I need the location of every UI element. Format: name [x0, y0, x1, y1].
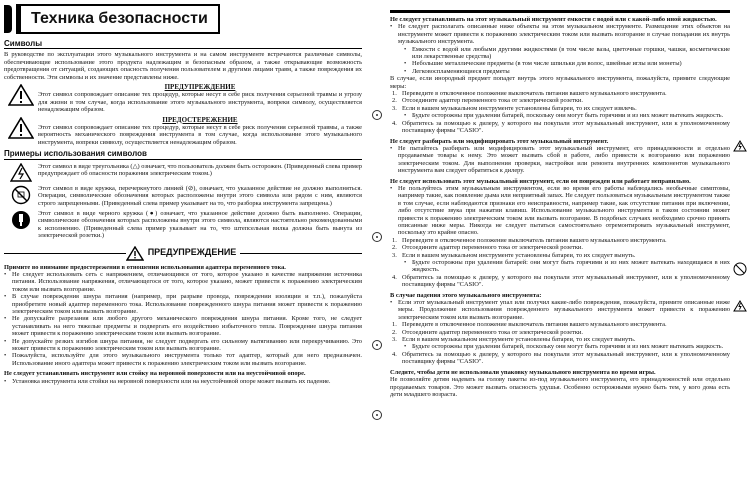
caution-label: ПРЕДОСТЕРЕЖЕНИЕ [162, 115, 238, 124]
list-item: • Небольшие металлические предметы (в том числе шпильки для волос, швейные иглы или монеты) [404, 60, 730, 67]
list-item: • Не пользуйтесь этим музыкальным инструментом, если во время его работы наблюдались необычные симптомы, например такие, как появление дыма или неприятный запах. Не следует пользоваться музыкальным инструментом также в том случае, если наблюдаются признаки его неисправности, например такие, как отсутствие питания при включении, либо отсутствие звука при нажатии клавиш. Использование музыкального инструмента в таком состоянии может привести к поражению электрическим током или вызвать возгорание. В подобных случаях необходимо срочно принять описанные ниже меры. Никогда не следует пытаться самостоятельно отремонтировать музыкальный инструмент, поскольку это крайне опасно. [390, 185, 730, 237]
list-item: 4. Обратитесь за помощью к дилеру, у которого вы покупали этот музыкальный инструмент, или к уполномоченному поставщику фирмы "CASIO". [390, 351, 730, 366]
example-triangle-text: Этот символ в виде треугольника (△) означает, что пользователь должен быть осторожен. (Приведенный слева пример предупреждает об опасности поражения электрическим током.) [38, 162, 362, 178]
list-item: 2. Отсоедините адаптер переменного тока от электрической розетки. [390, 244, 730, 251]
bags-heading: Следите, чтобы дети не использовали упаковку музыкального инструмента во время игры. [390, 368, 656, 376]
stand-list [4, 378, 362, 385]
list-item: 1. Переведите в отключенное положение выключатель питания вашего музыкального инструмента. [390, 237, 730, 244]
dropped-note [390, 343, 730, 350]
right-column [390, 10, 730, 398]
banner-warning-icon [126, 246, 144, 261]
warning-dot-icon [372, 110, 382, 120]
page-title: Техника безопасности [31, 10, 208, 28]
malfunction-list [390, 185, 730, 237]
examples-heading: Примеры использования символов [4, 150, 362, 159]
water-after: В случае, если инородный предмет попадет внутрь этого музыкального инструмента, пожалуйста, примите следующие меры: [390, 75, 730, 90]
adapter-list [4, 271, 362, 367]
no-disassembly-icon [4, 185, 38, 207]
example-dot-text: Этот символ в виде черного кружка (●) означает, что указанное действие должно быть выполнено. Операции, символические обозначения которых расположены внутри этого символа, являются настоятельно рекомендованными к исполнению. (Приведенный слева пример указывает на то, что штепсельная вилка должна быть вынута из электрической розетки.) [38, 209, 362, 240]
warning-dot-icon [372, 410, 382, 420]
symbols-intro: В руководстве по эксплуатации этого музыкального инструмента и на самом инструменте встречаются различные символы, обеспечивающие использование этого продукта надлежащим и безопасным образом, а также открывающие возможность предотвращения от ситуаций, создающих опасность получения пользователем и другими лицами травм, а также повреждения их собственности. Эти символы и их значение представлены ниже. [4, 51, 362, 81]
title-tab-marker [4, 5, 12, 33]
warning-dot-icon [372, 340, 382, 350]
list-item: • Будьте осторожны при удалении батарей: они могут быть горячими и из них может вытекать находящаяся в них жидкость. [404, 259, 730, 274]
malfunction-note [390, 259, 730, 274]
list-item: 1. Переведите в отключенное положение выключатель питания вашего музыкального инструмента. [390, 321, 730, 328]
list-item: 2. Отсоедините адаптер переменного тока от электрической розетки. [390, 97, 730, 104]
bags-text: Не позволяйте детям надевать на голову пакеты из-под музыкального инструмента, его принадлежностей или отдельно продаваемых товаров. Это может вызвать опасность удушья. Особенно осторожными нужно быть тем, у кого дома есть дети младшего возраста. [390, 376, 730, 398]
list-item: 4. Обратитесь за помощью к дилеру, у которого вы покупали этот музыкальный инструмент, или к уполномоченному поставщику фирмы "CASIO". [390, 274, 730, 289]
side-markers [372, 0, 384, 501]
example-triangle [4, 163, 362, 182]
top-rule [390, 10, 730, 14]
water-steps-4 [390, 120, 730, 135]
caution-definition [4, 117, 362, 147]
warning-label: ПРЕДУПРЕЖДЕНИЕ [164, 83, 236, 92]
list-item: • Емкости с водой или любыми другими жидкостями (в том числе вазы, цветочные горшки, чашки, косметические или лекарственные средства) [404, 46, 730, 61]
disassemble-list [390, 145, 730, 175]
list-item: • Не допускайте резких изгибов шнура питания, не следует подвергать его сильному вытягиванию или перекручиванию. Это может привести к поражению электрическим током или вызвать возгорание. [4, 338, 362, 353]
left-column [4, 40, 362, 385]
disassemble-heading: Не следует разбирать или модифицировать этот музыкальный инструмент. [390, 137, 609, 145]
water-note [390, 112, 730, 119]
warning-text: Этот символ сопровождает описание тех процедур, которые несут в себе риск получения серьезной травмы и угрозу для жизни в том случае, когда использование этого музыкального инструмента, вопреки символу, осуществляется ненадлежащим образом. [38, 91, 362, 114]
dropped-steps [390, 321, 730, 343]
caution-triangle-icon [4, 117, 38, 147]
list-item: 2. Отсоедините адаптер переменного тока от электрической розетки. [390, 329, 730, 336]
water-list [390, 23, 730, 45]
list-item: • Будьте осторожны при удалении батарей, поскольку они могут быть горячими и из них может вытекать жидкость. [404, 343, 730, 350]
list-item: • Пожалуйста, используйте для этого музыкального инструмента только тот адаптер, который для него предназначен. Использование иного адаптера может привести к поражению электрическим током или вызвать возгорание. [4, 352, 362, 367]
warning-banner-label: ПРЕДУПРЕЖДЕНИЕ [147, 247, 237, 258]
water-subitems [390, 46, 730, 76]
list-item: 4. Обратитесь за помощью к дилеру, у которого вы покупали этот музыкальный инструмент, или к уполномоченному поставщику фирмы "CASIO". [390, 120, 730, 135]
dropped-list [390, 299, 730, 321]
example-dot [4, 210, 362, 240]
list-item: • Не следует использовать сеть с напряжением, отличающимся от того, которое указано в качестве напряжения источника питания. Использование напряжения, отличающегося от того, которое указано, может привести к поражению электрическим током или вызвать возгорание. [4, 271, 362, 293]
list-item: • Легковоспламеняющиеся предметы [404, 68, 730, 75]
malfunction-steps-4 [390, 274, 730, 289]
electric-shock-triangle-icon [733, 300, 747, 314]
title-box [16, 4, 220, 34]
example-circle [4, 185, 362, 207]
no-disassembly-icon [733, 262, 747, 278]
list-item: • Не следует располагать описанные ниже объекты на этом музыкальном инструменте. Размещение этих объектов на инструменте может привести к поражению электрическим током или вызвать возгорание в случае попадания их внутрь музыкального инструмента. [390, 23, 730, 45]
electric-shock-triangle-icon [733, 140, 747, 154]
list-item: • Установка инструмента или стойки на неровной поверхности или на неустойчивой опоре может вызвать их падение. [4, 378, 362, 385]
warning-dot-icon [372, 232, 382, 242]
warning-definition [4, 84, 362, 114]
list-item: 3. Если в вашем музыкальном инструменте установлены батареи, то их следует вынуть. [390, 336, 730, 343]
dropped-steps-4 [390, 351, 730, 366]
list-item: 3. Если в вашем музыкальном инструменте установлены батареи, то их следует извлечь. [390, 105, 730, 112]
warning-banner [4, 246, 362, 261]
malfunction-steps [390, 237, 730, 259]
title-bar [4, 4, 359, 34]
water-steps [390, 90, 730, 112]
list-item: 3. Если в вашем музыкальном инструменте установлены батареи, то их следует вынуть. [390, 252, 730, 259]
unplug-icon [4, 210, 38, 240]
list-item: 1. Переведите в отключенное положение выключатель питания вашего музыкального инструмента. [390, 90, 730, 97]
example-circle-text: Этот символ в виде кружка, перечеркнутого линией (⊘), означает, что указанное действие не должно выполняться. Операции, символические обозначения которых расположены внутри этого символа или рядом с ним, являются строго запрещенными. (Приведенный слева пример указывает на то, что разборка инструмента запрещена.) [38, 184, 362, 207]
malfunction-heading: Не следует использовать этот музыкальный инструмент, если он поврежден или работает неправильно. [390, 177, 691, 185]
dropped-heading: В случае падения этого музыкального инструмента: [390, 291, 542, 299]
list-item: • Будьте осторожны при удалении батарей, поскольку они могут быть горячими и из них может вытекать жидкость. [404, 112, 730, 119]
warning-triangle-icon [4, 84, 38, 114]
list-item: • Если этот музыкальный инструмент упал или получил какие-либо повреждения, пожалуйста, примите описанные ниже меры. Продолжение использования поврежденного музыкального инструмента может привести к поражению электрическим током или вызвать возгорание. [390, 299, 730, 321]
list-item: • Не допускайте разрезания или любого другого механического повреждения шнура питания. Кроме того, не следует устанавливать на него тяжелые предметы и подвергать его воздействию избыточного тепла. Повреждение шнура питания может привести к поражению электрическим током или вызвать возгорание. [4, 315, 362, 337]
electric-shock-triangle-icon [4, 163, 38, 182]
adapter-heading: Примите во внимание предостережения в отношении использования адаптера переменного тока. [4, 263, 286, 271]
stand-heading: Не следует устанавливать инструмент или стойку на неровной поверхности или на неустойчивой опоре. [4, 370, 306, 378]
caution-text: Этот символ сопровождает описание тех процедур, которые несут в себе риск получения серьезной травмы, а также вероятность механического повреждения инструмента в том случае, когда использование этого музыкального инструмента, вопреки символу, осуществляется ненадлежащим образом. [38, 124, 362, 146]
list-item: • Не пытайтесь разбирать или модифицировать этот музыкальный инструмент, его принадлежности и отдельно продаваемые товары к нему. Это может вызвать сбой в работе, либо привести к возгоранию или поражению электрическим током. Для выполнения проверки, настройки или ремонта внутренних компонентов музыкального инструмента вам следует обратиться к дилеру. [390, 145, 730, 175]
water-heading: Не следует устанавливать на этот музыкальный инструмент емкости с водой или с какой-либо иной жидкостью. [390, 16, 717, 23]
symbols-heading: Символы [4, 40, 362, 49]
list-item: • В случае повреждения шнура питания (например, при разрыве провода, повреждении изоляции и т.п.), пожалуйста приобретите новый адаптер переменного тока. Использование поврежденного шнура питания может привести к поражению электрическим током или вызвать возгорание. [4, 293, 362, 315]
